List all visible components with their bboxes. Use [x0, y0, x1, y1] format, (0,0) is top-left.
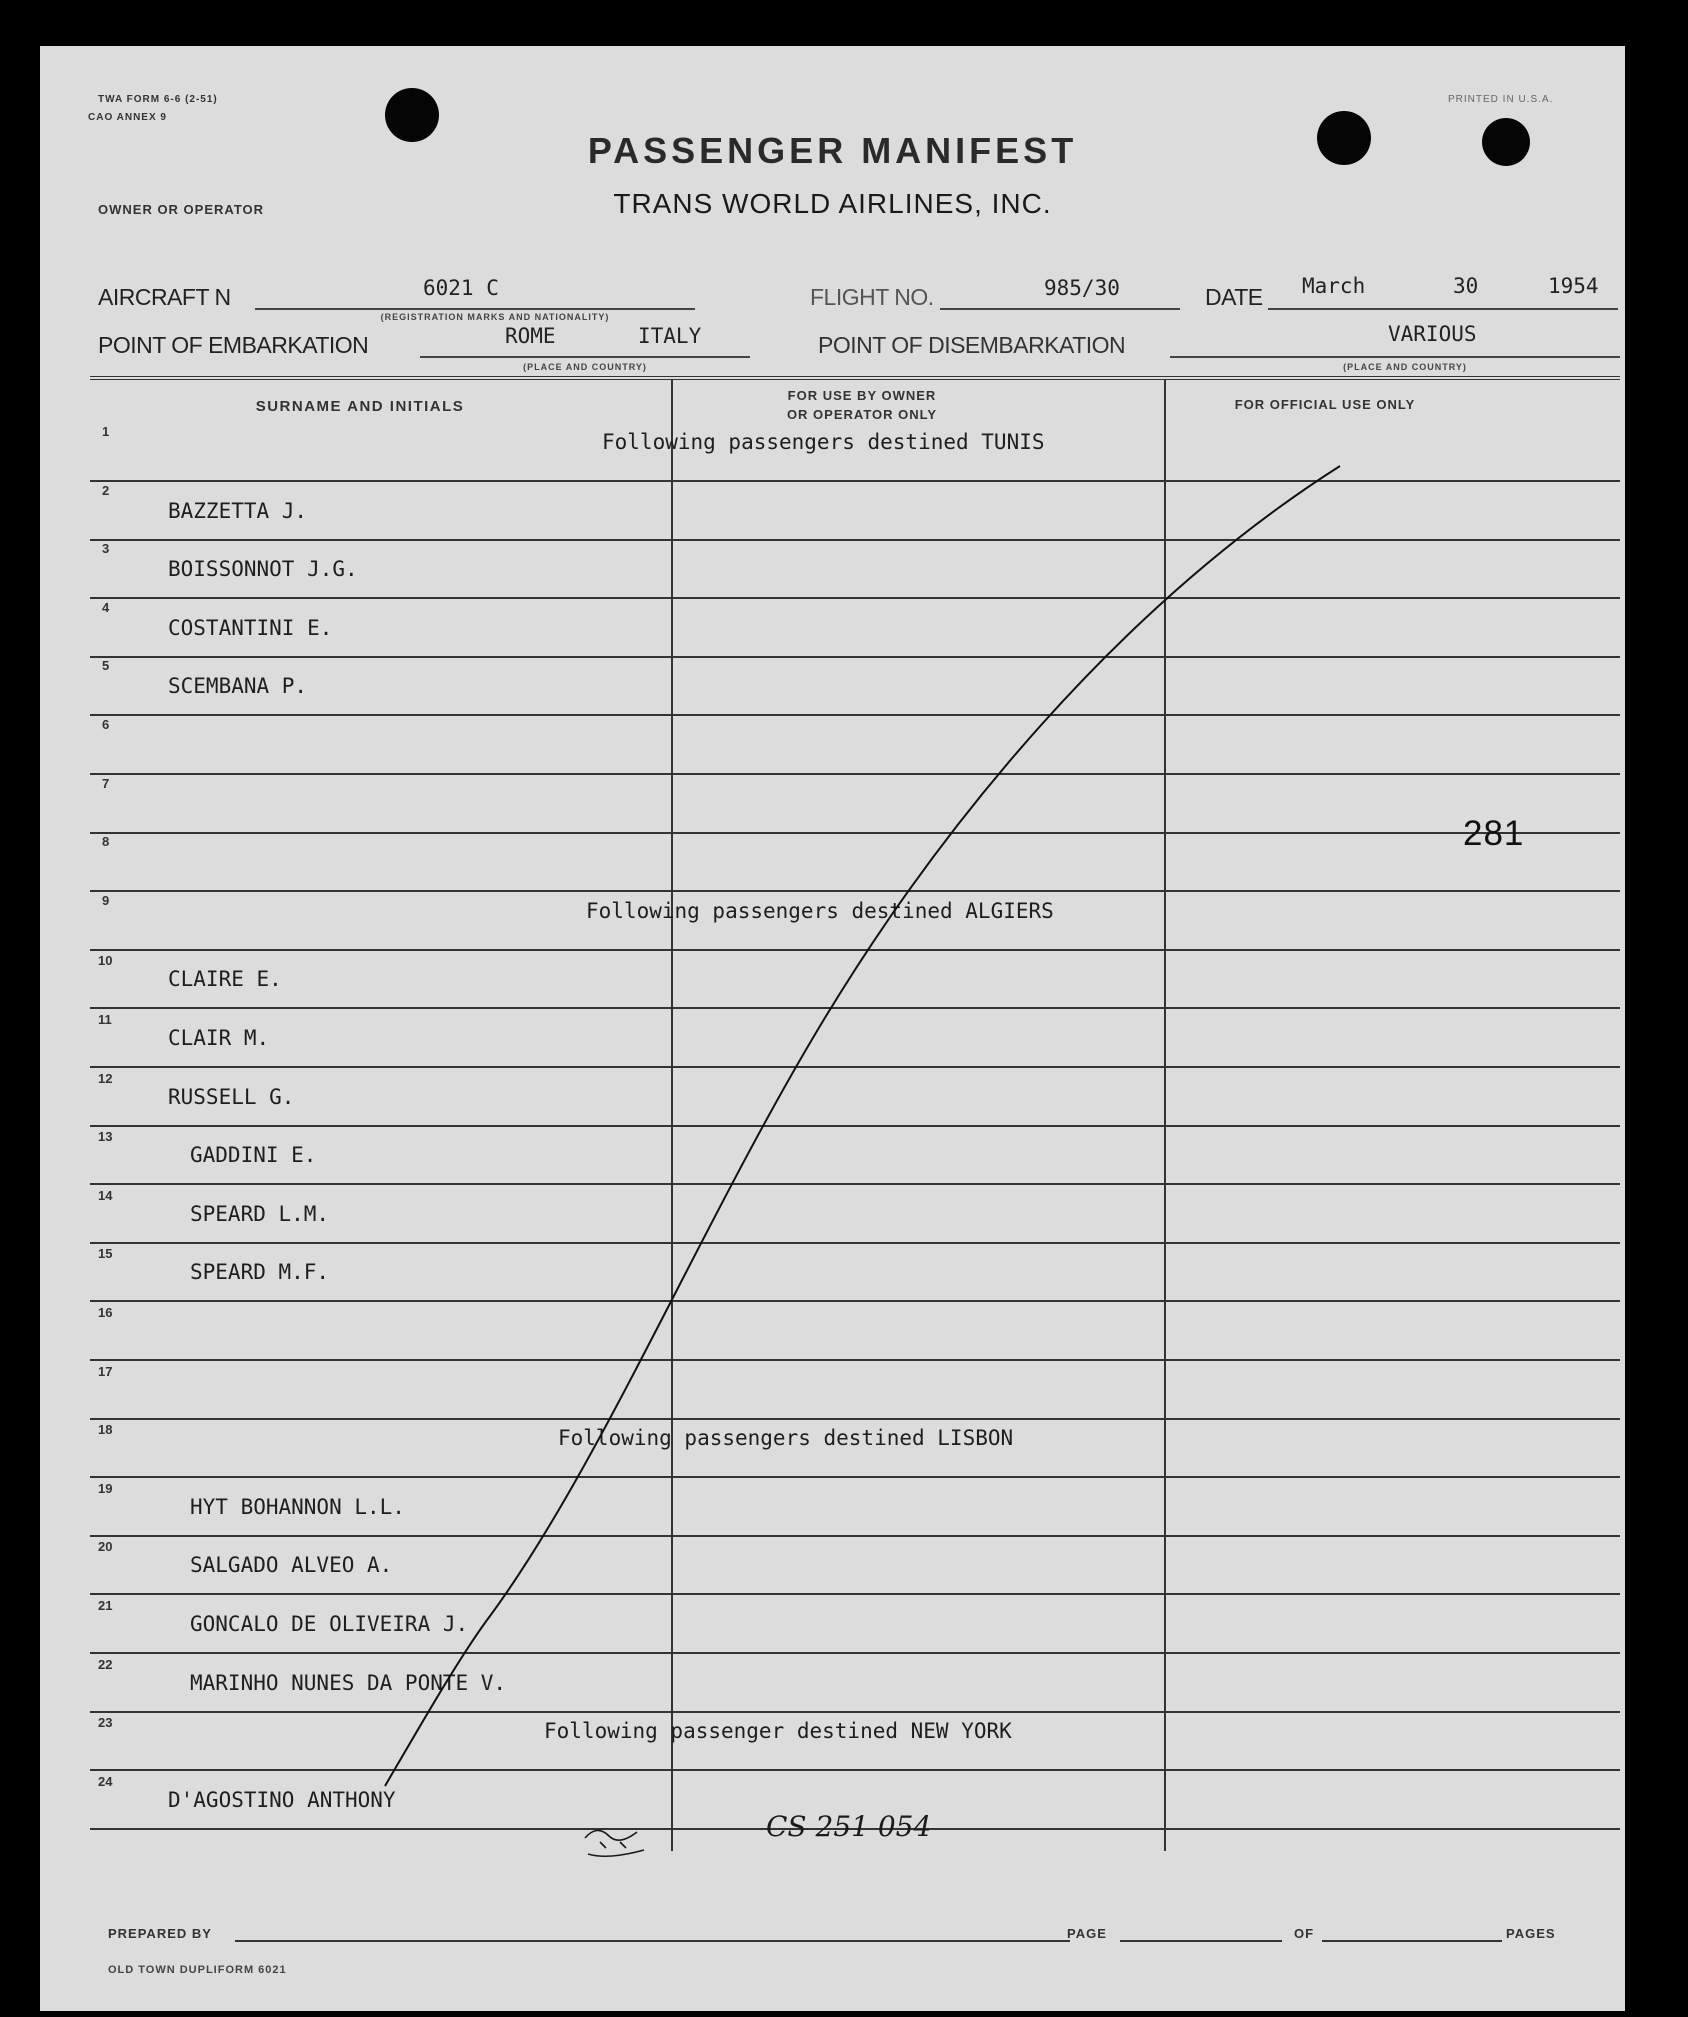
disembarkation-caption: (PLACE AND COUNTRY) — [1343, 362, 1467, 372]
passenger-name: HYT BOHANNON L.L. — [190, 1494, 405, 1519]
page-title: PASSENGER MANIFEST — [587, 130, 1078, 171]
printed-in: PRINTED IN U.S.A. — [1448, 94, 1554, 105]
row-number: 6 — [102, 717, 110, 732]
row24-handwritten-note: CS 251 054 — [766, 1810, 932, 1843]
page-label: PAGE — [1067, 1926, 1107, 1941]
passenger-name: SPEARD L.M. — [190, 1201, 330, 1226]
passenger-name: SPEARD M.F. — [190, 1260, 330, 1285]
embarkation-country: ITALY — [638, 324, 702, 348]
embarkation-place: ROME — [505, 324, 556, 348]
handwritten-diagonal-stroke — [40, 46, 1625, 2011]
passenger-name: CLAIR M. — [168, 1026, 270, 1050]
printer-imprint: OLD TOWN DUPLIFORM 6021 — [108, 1964, 287, 1976]
row-number: 5 — [102, 658, 110, 674]
passenger-name: BOISSONNOT J.G. — [168, 557, 358, 582]
passenger-name: COSTANTINI E. — [168, 615, 333, 640]
stamp-number: 281 — [1463, 814, 1525, 853]
passenger-name: GONCALO DE OLIVEIRA J. — [190, 1612, 469, 1636]
embarkation-label: POINT OF EMBARKATION — [98, 332, 369, 358]
owner-use-header-line2: OR OPERATOR ONLY — [786, 407, 938, 422]
row-number: 4 — [102, 599, 110, 615]
pages-label: PAGES — [1506, 1926, 1556, 1941]
passenger-name: D'AGOSTINO ANTHONY — [168, 1787, 396, 1812]
disembarkation-value: VARIOUS — [1388, 322, 1477, 346]
of-label: OF — [1294, 1926, 1315, 1941]
owner-operator-label: OWNER OR OPERATOR — [98, 202, 265, 217]
row-number: 9 — [102, 892, 110, 908]
date-label: DATE — [1205, 284, 1263, 310]
row-number: 19 — [98, 1480, 113, 1496]
passenger-name: MARINHO NUNES DA PONTE V. — [190, 1670, 507, 1695]
date-day: 30 — [1453, 274, 1479, 298]
destination-banner: Following passengers destined LISBON — [558, 1426, 1014, 1451]
aircraft-label: AIRCRAFT N — [98, 284, 231, 310]
prepared-by-label: PREPARED BY — [108, 1926, 212, 1941]
passenger-name: CLAIRE E. — [168, 967, 282, 992]
row-number: 11 — [98, 1012, 112, 1027]
row-number: 2 — [102, 482, 110, 498]
passenger-name: RUSSELL G. — [168, 1084, 295, 1109]
owner-use-header-line1: FOR USE BY OWNER — [787, 388, 937, 403]
row-number: 18 — [98, 1422, 113, 1438]
date-year: 1954 — [1548, 274, 1599, 298]
form-number: TWA FORM 6-6 (2-51) — [98, 94, 218, 105]
row-number: 14 — [98, 1187, 113, 1203]
embarkation-caption: (PLACE AND COUNTRY) — [523, 362, 647, 372]
form-annex: CAO ANNEX 9 — [88, 112, 167, 123]
passenger-name: SCEMBANA P. — [168, 674, 308, 699]
passenger-name: GADDINI E. — [190, 1143, 317, 1168]
passenger-name: BAZZETTA J. — [168, 498, 308, 523]
destination-banner: Following passengers destined TUNIS — [602, 430, 1045, 454]
surname-column-header: SURNAME AND INITIALS — [255, 398, 465, 415]
disembarkation-label: POINT OF DISEMBARKATION — [818, 332, 1126, 358]
row-number: 21 — [98, 1598, 113, 1613]
row-number: 23 — [98, 1715, 113, 1731]
passenger-name: SALGADO ALVEO A. — [190, 1553, 393, 1578]
destination-banner: Following passengers destined ALGIERS — [586, 898, 1054, 923]
row-number: 7 — [102, 775, 110, 791]
row-number: 12 — [98, 1070, 113, 1086]
row-number: 15 — [98, 1246, 113, 1262]
manifest-page — [40, 46, 1625, 2011]
registration-caption: (REGISTRATION MARKS AND NATIONALITY) — [380, 312, 610, 322]
row-number: 20 — [98, 1539, 113, 1555]
official-use-header: FOR OFFICIAL USE ONLY — [1234, 397, 1416, 412]
row-number: 3 — [102, 541, 110, 557]
row-number: 1 — [102, 424, 110, 439]
row-number: 17 — [98, 1363, 113, 1379]
flight-label: FLIGHT NO. — [810, 284, 934, 310]
aircraft-value: 6021 C — [423, 276, 499, 300]
flight-value: 985/30 — [1044, 276, 1120, 300]
row-number: 8 — [102, 834, 110, 850]
operator-name: TRANS WORLD AIRLINES, INC. — [613, 188, 1052, 219]
date-month: March — [1302, 274, 1366, 298]
row-number: 22 — [98, 1656, 113, 1672]
row-number: 10 — [98, 953, 113, 969]
row-number: 16 — [98, 1305, 113, 1320]
row-number: 24 — [98, 1773, 113, 1789]
row-number: 13 — [98, 1129, 113, 1145]
destination-banner: Following passenger destined NEW YORK — [544, 1719, 1012, 1744]
